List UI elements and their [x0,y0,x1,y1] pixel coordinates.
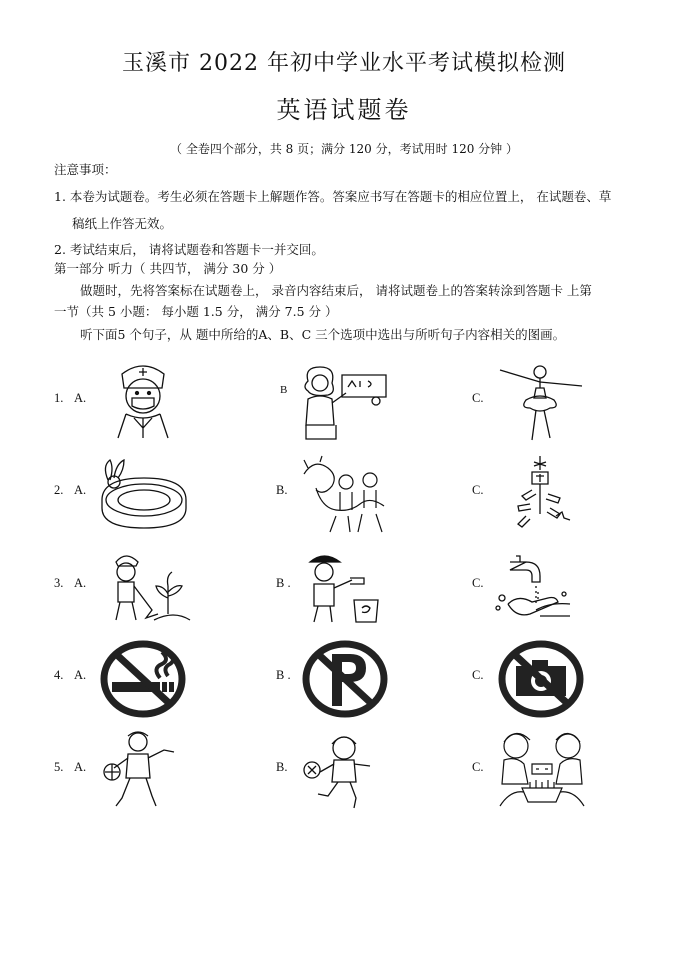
mooncake-icon [98,456,190,530]
firecrackers-icon [508,456,572,528]
basketball-player-icon [100,730,186,810]
question-number: 5. [54,760,64,774]
part1-instruction-cont: 一节（共 5 小题： 每小题 1.5 分， 满分 7.5 分 ） [54,304,338,319]
option-a-label: A. [74,760,87,774]
exam-title: 玉溪市 2022 年初中学业水平考试模拟检测 [122,51,566,76]
question-number: 2. [54,483,64,497]
planting-tree-icon [98,552,192,624]
dragon-dance-icon [300,456,390,534]
option-c-label: C. [472,391,484,405]
no-photography-icon [498,640,584,718]
washing-hands-icon [490,552,580,622]
option-a-label: A. [74,483,87,497]
note-item-1: 1. 本卷为试题卷。考生必须在答题卡上解题作答。答案应书写在答题卡的相应位置上， 在试题卷、草 [54,189,612,204]
recycling-boy-icon [306,552,386,624]
option-b-label: B. [276,760,288,774]
no-smoking-icon [100,640,186,718]
exam-info: （ 全卷四个部分，共 8 页；满分 120 分，考试用时 120 分钟 ） [170,142,518,156]
option-b-label: B [280,384,288,396]
option-c-label: C. [472,760,484,774]
notes-heading: 注意事项： [54,162,117,177]
note-item-2: 2. 考试结束后， 请将试题卷和答题卡一并交回。 [54,242,324,257]
ballet-dancer-icon [496,364,584,442]
no-parking-icon [302,640,388,718]
option-a-label: A. [74,391,87,405]
option-c-label: C. [472,483,484,497]
doctor-icon [108,362,178,440]
option-b-label: B. [276,483,288,497]
option-b-label: B . [276,668,291,682]
soccer-boy-icon [300,732,386,810]
chess-kids-icon [496,730,588,808]
question-number: 1. [54,391,64,405]
option-c-label: C. [472,576,484,590]
question-number: 3. [54,576,64,590]
part1-instruction: 做题时，先将答案标在试题卷上， 录音内容结束后， 请将试题卷上的答案转涂到答题卡 上第 [80,283,592,298]
part1-directions: 听下面5 个句子，从 题中所给的A、B、C 三个选项中选出与所听句子内容相关的图画。 [80,327,566,342]
teacher-icon [300,365,390,440]
part1-heading: 第一部分 听力（ 共四节， 满分 30 分 ） [54,261,282,276]
option-a-label: A. [74,576,87,590]
option-a-label: A. [74,668,87,682]
exam-subtitle: 英语试题卷 [276,96,412,124]
note-item-1-cont: 稿纸上作答无效。 [72,216,173,231]
option-c-label: C. [472,668,484,682]
option-b-label: B . [276,576,291,590]
question-number: 4. [54,668,64,682]
